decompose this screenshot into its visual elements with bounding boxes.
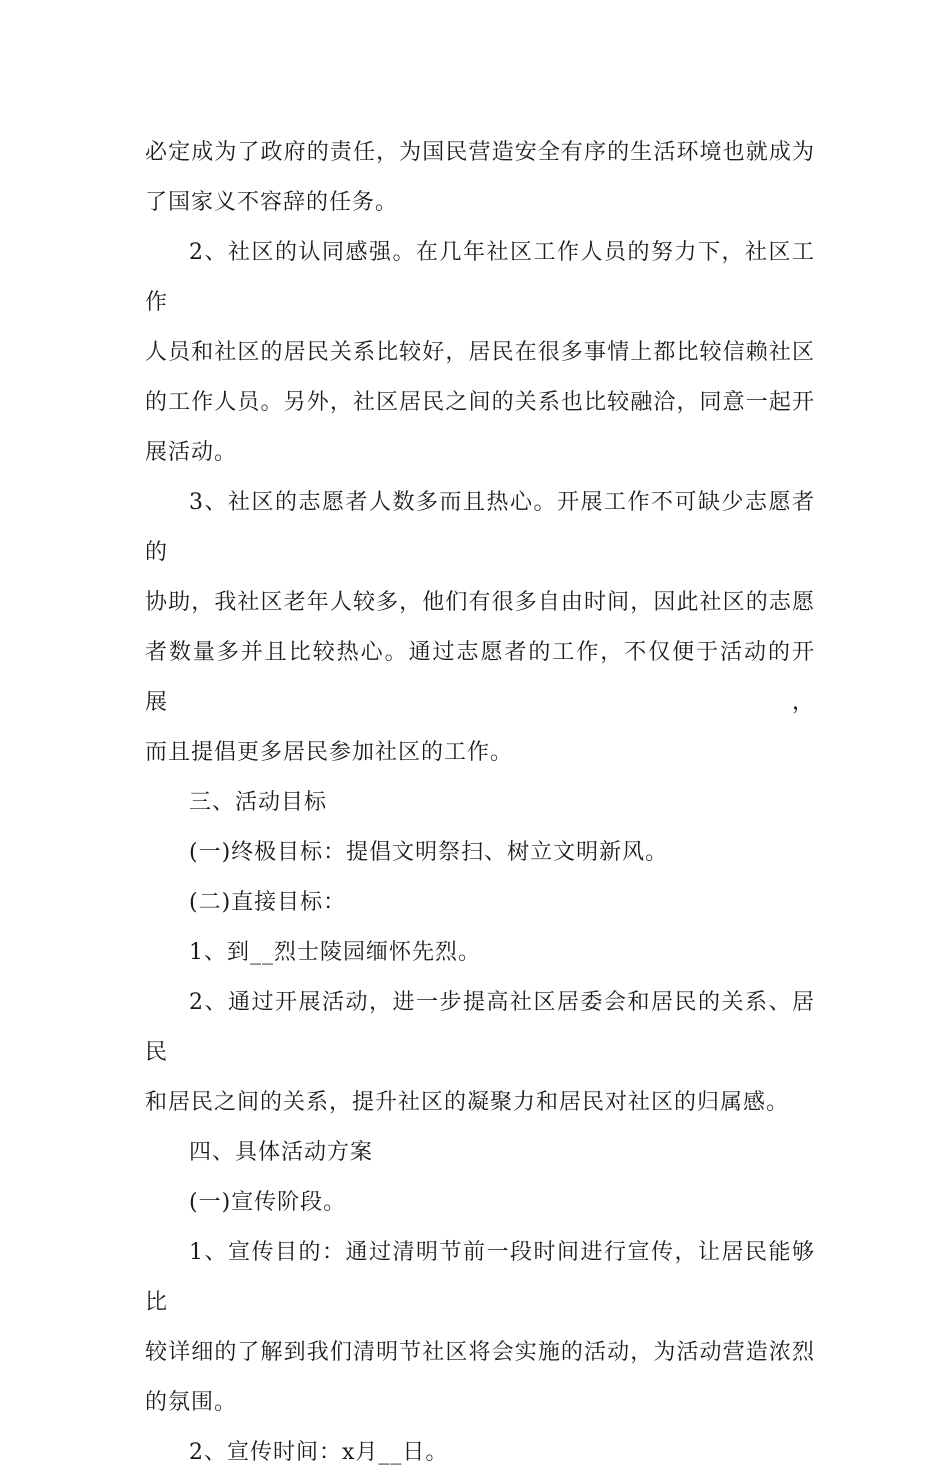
document-body [145, 128, 815, 1478]
stage-item: 1、宣传目的：通过清明节前一段时间进行宣传，让居民能够比 [145, 1240, 815, 1315]
paragraph-line: 展活动。 [145, 440, 238, 465]
section-heading: 三、活动目标 [189, 790, 328, 815]
goal-item: (一)终极目标：提倡文明祭扫、树立文明新风。 [189, 840, 669, 865]
stage-item: 2、宣传时间：x月__日。 [189, 1440, 449, 1465]
section-heading: 四、具体活动方案 [189, 1140, 374, 1165]
paragraph-line: 的工作人员。另外，社区居民之间的关系也比较融洽，同意一起开 [145, 390, 815, 415]
goal-subitem: 1、到__烈士陵园缅怀先烈。 [189, 940, 481, 965]
paragraph-line: 而且提倡更多居民参加社区的工作。 [145, 740, 514, 765]
paragraph-line: 人员和社区的居民关系比较好，居民在很多事情上都比较信赖社区 [145, 340, 815, 365]
paragraph-line: 和居民之间的关系，提升社区的凝聚力和居民对社区的归属感。 [145, 1090, 790, 1115]
paragraph-line: 3、社区的志愿者人数多而且热心。开展工作不可缺少志愿者的 [145, 490, 815, 565]
paragraph-line: 的氛围。 [145, 1390, 238, 1415]
paragraph-line: 了国家义不容辞的任务。 [145, 190, 399, 215]
goal-subitem: 2、通过开展活动，进一步提高社区居委会和居民的关系、居民 [145, 990, 815, 1065]
paragraph-line: 必定成为了政府的责任，为国民营造安全有序的生活环境也就成为 [145, 140, 815, 165]
paragraph-line: 协助，我社区老年人较多，他们有很多自由时间，因此社区的志愿 [145, 590, 815, 615]
goal-item: (二)直接目标： [189, 890, 347, 915]
paragraph-line: 2、社区的认同感强。在几年社区工作人员的努力下，社区工作 [145, 240, 815, 315]
paragraph-line: 者数量多并且比较热心。通过志愿者的工作，不仅便于活动的开展， [145, 640, 815, 715]
stage-heading: (一)宣传阶段。 [189, 1190, 347, 1215]
paragraph-line: 较详细的了解到我们清明节社区将会实施的活动，为活动营造浓烈 [145, 1340, 815, 1365]
